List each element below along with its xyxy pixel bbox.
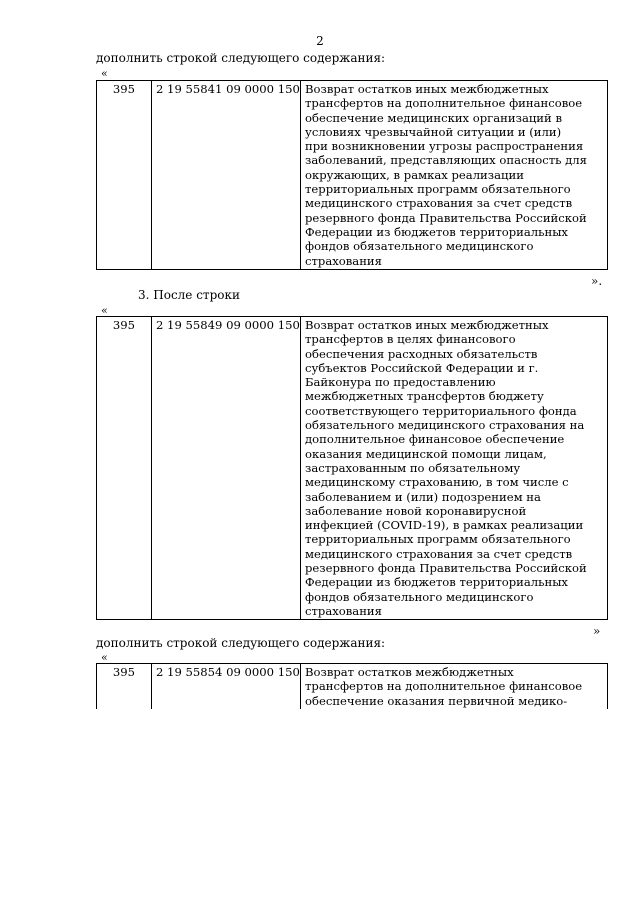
amendment-table-3 (96, 663, 608, 709)
description-line: дополнительное финансовое обеспечение (305, 432, 565, 447)
amendment-table-2 (96, 316, 608, 620)
description-line: Федерации из бюджетов территориальных (305, 224, 568, 239)
description-line: территориальных программ обязательного (305, 182, 571, 197)
open-quote-2: « (101, 304, 108, 317)
description-line: межбюджетных трансфертов бюджету (305, 389, 544, 404)
description-line: обеспечение оказания первичной медико- (305, 693, 568, 708)
description-cell (301, 664, 608, 709)
intro-text-1: дополнить строкой следующего содержания: (96, 51, 386, 65)
description-line: резервного фонда Правительства Российской (305, 210, 587, 225)
description-line: окружающих, в рамках реализации (305, 167, 524, 182)
description-line: страхования (305, 603, 382, 618)
description-line: медицинского страхования за счет средств (305, 546, 573, 561)
description-line: медицинского страхования за счет средств (305, 196, 573, 211)
description-line: Федерации из бюджетов территориальных (305, 575, 568, 590)
description-line: обеспечение медицинских организаций в (305, 110, 562, 125)
close-quote-2: » (593, 624, 601, 638)
budget-code-cell: 2 19 55849 09 0000 150 (152, 317, 301, 620)
description-cell (301, 81, 608, 270)
description-line: заболеванием и (или) подозрением на (305, 489, 541, 504)
description-line: соответствующего территориального фонда (305, 403, 577, 418)
close-quote-1: ». (591, 274, 603, 288)
budget-code-cell: 2 19 55854 09 0000 150 (152, 664, 301, 709)
open-quote-3: « (101, 651, 108, 664)
description-line: Возврат остатков иных межбюджетных (305, 318, 549, 332)
description-line: территориальных программ обязательного (305, 532, 571, 547)
table-row (97, 664, 608, 709)
description-line: обязательного медицинского страхования на (305, 418, 585, 433)
description-line: застрахованным по обязательному (305, 460, 521, 475)
description-line: при возникновении угрозы распространения (305, 139, 584, 154)
table-row (97, 81, 608, 270)
description-line: заболеваний, представляющих опасность для (305, 153, 587, 168)
description-line: фондов обязательного медицинского (305, 589, 534, 604)
description-line: оказания медицинской помощи лицам, (305, 446, 547, 461)
description-line: субъектов Российской Федерации и г. (305, 360, 539, 375)
description-line: Возврат остатков межбюджетных (305, 665, 514, 679)
description-line: трансфертов на дополнительное финансовое (305, 96, 583, 111)
row-number-cell: 395 (97, 664, 152, 709)
amendment-table-1 (96, 80, 608, 270)
description-line: Возврат остатков иных межбюджетных (305, 82, 549, 96)
description-line: обеспечения расходных обязательств (305, 346, 538, 361)
budget-code-cell: 2 19 55841 09 0000 150 (152, 81, 301, 270)
description-line: резервного фонда Правительства Российской (305, 561, 587, 576)
description-line: инфекцией (COVID-19), в рамках реализации (305, 518, 584, 533)
table-row (97, 317, 608, 620)
description-line: страхования (305, 253, 382, 268)
description-line: трансфертов в целях финансового (305, 332, 516, 347)
description-line: Байконура по предоставлению (305, 375, 496, 390)
intro-text-2: дополнить строкой следующего содержания: (96, 636, 386, 650)
description-cell (301, 317, 608, 620)
description-line: условиях чрезвычайной ситуации и (или) (305, 124, 562, 139)
page-number: 2 (316, 34, 324, 48)
description-line: фондов обязательного медицинского (305, 239, 534, 254)
open-quote-1: « (101, 67, 108, 80)
row-number-cell: 395 (97, 317, 152, 620)
description-line: трансфертов на дополнительное финансовое (305, 679, 583, 694)
description-line: заболевание новой коронавирусной (305, 503, 527, 518)
description-line: медицинскому страхованию, в том числе с (305, 475, 569, 490)
section-heading: 3. После строки (138, 288, 240, 302)
row-number-cell: 395 (97, 81, 152, 270)
